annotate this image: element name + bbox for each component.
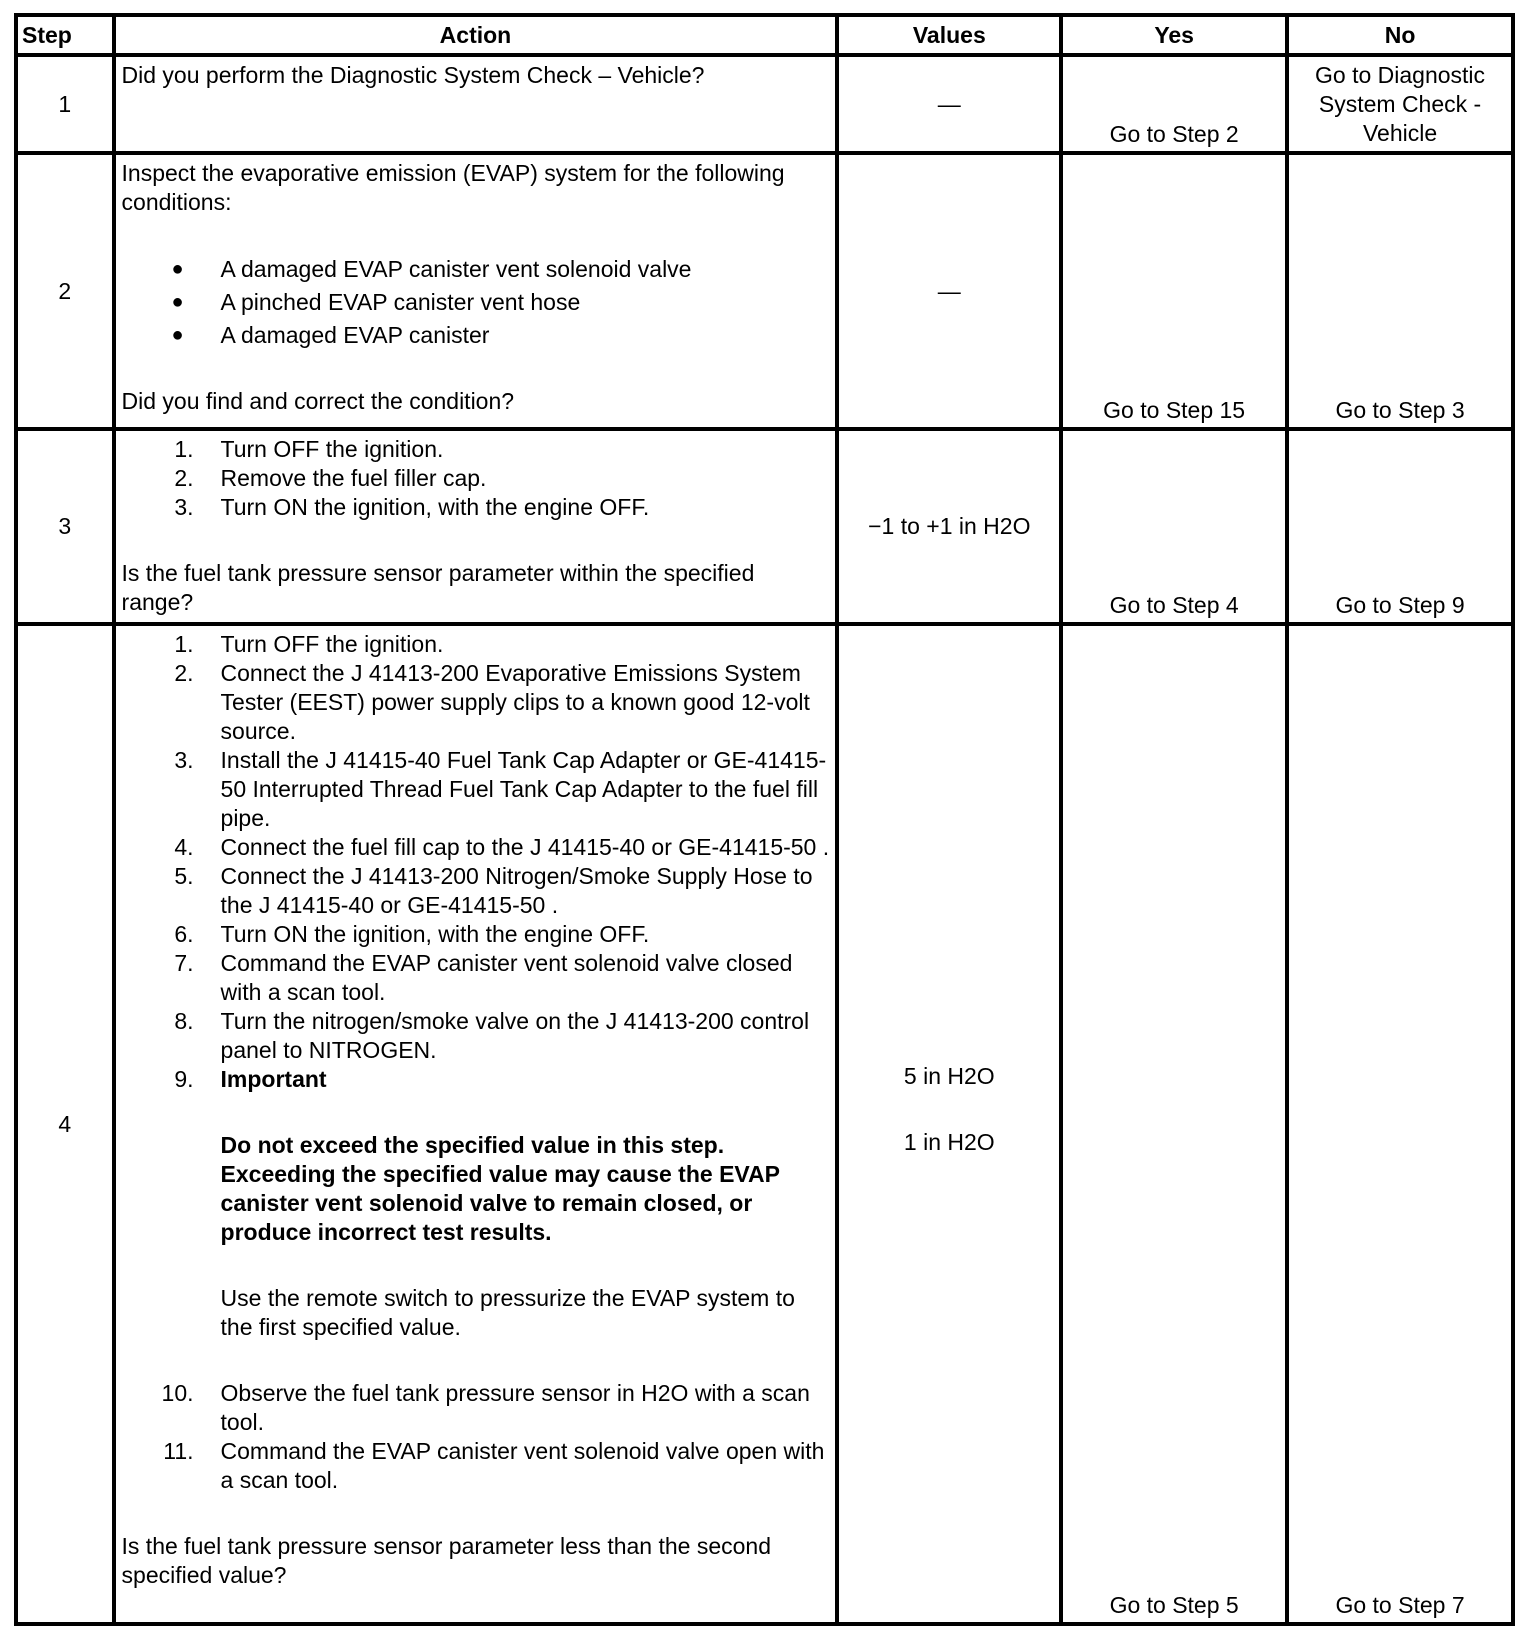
list-item: 3. Turn ON the ignition, with the engine OFF. [174, 494, 650, 520]
action-text: Did you perform the Diagnostic System Check – Vehicle? [121, 62, 705, 88]
header-values: Values [837, 15, 1061, 55]
list-item: 2. Remove the fuel filler cap. [174, 465, 487, 491]
action-question: Did you find and correct the condition? [121, 388, 515, 414]
list-item: 11. Command the EVAP canister vent solenoid valve open with a scan tool. [163, 1438, 825, 1493]
yes-link[interactable]: Go to Step 2 [1109, 121, 1239, 147]
table-row [16, 429, 1513, 624]
condition-list [122, 255, 832, 350]
important-warning: Do not exceed the specified value in this step. Exceeding the specified value may cause the EVAP canister vent solenoid valve to remain closed, or produce incorrect test results. [220, 1132, 780, 1245]
list-item: 5. Connect the J 41413-200 Nitrogen/Smoke Supply Hose to the J 41415-40 or GE-41415-50 . [174, 863, 813, 918]
table-row [16, 153, 1513, 429]
values-cell [837, 624, 1061, 1624]
procedure-list [122, 630, 832, 1495]
no-cell [1287, 429, 1513, 624]
action-cell [114, 55, 838, 153]
list-item: 1. Turn OFF the ignition. [174, 436, 444, 462]
list-item: 3. Install the J 41415-40 Fuel Tank Cap Adapter or GE-41415-50 Interrupted Thread Fuel Tank Cap Adapter to the fuel fill pipe. [174, 747, 827, 831]
no-cell [1287, 624, 1513, 1624]
bullet-icon: ● [171, 291, 184, 313]
no-cell [1287, 55, 1513, 153]
value-second: 1 in H2O [903, 1128, 995, 1155]
list-item: ● A damaged EVAP canister [171, 322, 490, 348]
action-cell [114, 153, 838, 429]
step9-text: Use the remote switch to pressurize the EVAP system to the first specified value. [220, 1285, 795, 1340]
header-step: Step [16, 15, 114, 55]
bullet-icon: ● [171, 258, 184, 280]
yes-link[interactable]: Go to Step 5 [1109, 1592, 1239, 1618]
no-cell [1287, 153, 1513, 429]
list-item: ● A damaged EVAP canister vent solenoid valve [171, 256, 692, 282]
header-yes: Yes [1061, 15, 1287, 55]
list-item: 8. Turn the nitrogen/smoke valve on the J 41413-200 control panel to NITROGEN. [174, 1008, 810, 1063]
yes-link[interactable]: Go to Step 4 [1109, 592, 1239, 618]
yes-cell [1061, 624, 1287, 1624]
action-intro: Inspect the evaporative emission (EVAP) system for the following conditions: [121, 160, 785, 215]
no-link[interactable]: Go to Step 7 [1335, 1592, 1465, 1618]
yes-cell [1061, 429, 1287, 624]
list-item: 10. Observe the fuel tank pressure sensor in H2O with a scan tool. [161, 1380, 810, 1435]
list-item: 6. Turn ON the ignition, with the engine OFF. [174, 921, 650, 947]
table-row [16, 624, 1513, 1624]
list-item: 2. Connect the J 41413-200 Evaporative Emissions System Tester (EEST) power supply clips to a known good 12-volt source. [174, 660, 810, 744]
step-number: 4 [16, 624, 114, 1624]
yes-link[interactable]: Go to Step 15 [1103, 397, 1246, 423]
bullet-icon: ● [171, 324, 184, 346]
list-item: 9. Important Do not exceed the specified value in this step. Exceeding the specified value may cause the EVAP canister vent solenoid valve to remain closed, or produce incorrect test results. Use the remote switch to pressurize the EVAP system to the first specified value. [122, 1065, 832, 1379]
step-number: 1 [16, 55, 114, 153]
value-range: −1 to +1 in H2O [868, 513, 1031, 539]
step-number: 2 [16, 153, 114, 429]
action-cell [114, 624, 838, 1624]
list-item: 7. Command the EVAP canister vent solenoid valve closed with a scan tool. [174, 950, 793, 1005]
yes-cell [1061, 55, 1287, 153]
header-action: Action [114, 15, 838, 55]
important-label: Important [220, 1066, 327, 1092]
diagnostic-table-frame [14, 13, 1515, 1632]
value-dash: — [937, 90, 961, 117]
header-no: No [1287, 15, 1513, 55]
values-cell [837, 153, 1061, 429]
list-item: ● A pinched EVAP canister vent hose [171, 289, 581, 315]
diagnostic-table [14, 13, 1515, 1626]
action-question: Is the fuel tank pressure sensor parameter within the specified range? [121, 560, 755, 615]
no-link[interactable]: Go to Step 9 [1335, 592, 1465, 618]
no-link[interactable]: Go to Step 3 [1335, 397, 1465, 423]
header-row [16, 15, 1513, 55]
list-item: 4. Connect the fuel fill cap to the J 41415-40 or GE-41415-50 . [174, 834, 830, 860]
values-cell [837, 429, 1061, 624]
values-cell [837, 55, 1061, 153]
value-dash: — [937, 277, 961, 304]
list-item: 1. Turn OFF the ignition. [174, 631, 444, 657]
table-row [16, 55, 1513, 153]
step-number: 3 [16, 429, 114, 624]
yes-cell [1061, 153, 1287, 429]
procedure-list [122, 435, 832, 522]
value-first: 5 in H2O [903, 1062, 995, 1089]
action-question: Is the fuel tank pressure sensor parameter less than the second specified value? [121, 1533, 772, 1588]
no-link[interactable]: Go to Diagnostic System Check - Vehicle [1315, 62, 1486, 146]
action-cell [114, 429, 838, 624]
